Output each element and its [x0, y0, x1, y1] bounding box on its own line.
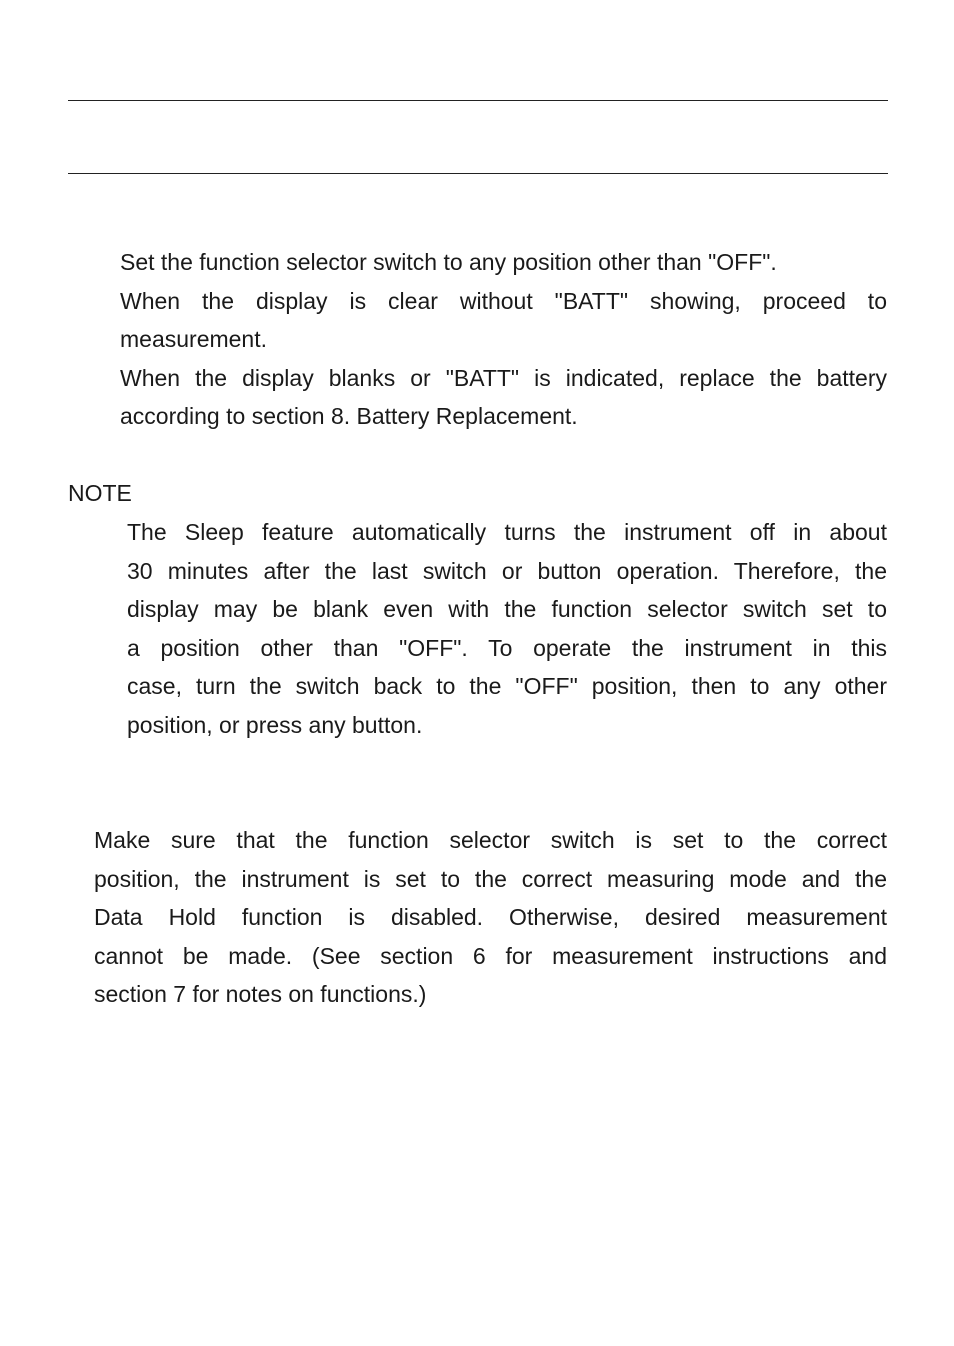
- note-line: position, or press any button.: [127, 711, 423, 738]
- battery-check-line: When the display blanks or "BATT" is indicated, replace the battery: [120, 364, 887, 391]
- note-line: The Sleep feature automatically turns the instrument off in about: [127, 519, 887, 545]
- precheck-line: Make sure that the function selector switch is set to the correct: [94, 827, 887, 853]
- precheck-line: section 7 for notes on functions.): [94, 981, 427, 1008]
- precheck-paragraph: [94, 821, 887, 1014]
- battery-check-line: Set the function selector switch to any position other than "OFF".: [120, 249, 777, 275]
- note-line: 30 minutes after the last switch or button operation. Therefore, the: [127, 557, 887, 584]
- battery-check-paragraph: [120, 243, 887, 436]
- precheck-line: position, the instrument is set to the correct measuring mode and the: [94, 865, 887, 892]
- precheck-line: cannot be made. (See section 6 for measurement instructions and: [94, 942, 887, 969]
- note-paragraph: [127, 513, 887, 745]
- header-rule-top: [68, 100, 888, 101]
- note-line: case, turn the switch back to the "OFF" position, then to any other: [127, 673, 887, 700]
- battery-check-line: measurement.: [120, 326, 268, 353]
- note-heading: NOTE: [68, 480, 132, 506]
- battery-check-line: according to section 8. Battery Replacement.: [120, 403, 578, 430]
- precheck-line: Data Hold function is disabled. Otherwise, desired measurement: [94, 904, 887, 931]
- note-line: a position other than "OFF". To operate the instrument in this: [127, 634, 887, 661]
- header-rule-bottom: [68, 173, 888, 174]
- note-line: display may be blank even with the function selector switch set to: [127, 596, 887, 623]
- battery-check-line: When the display is clear without "BATT" showing, proceed to: [120, 287, 887, 314]
